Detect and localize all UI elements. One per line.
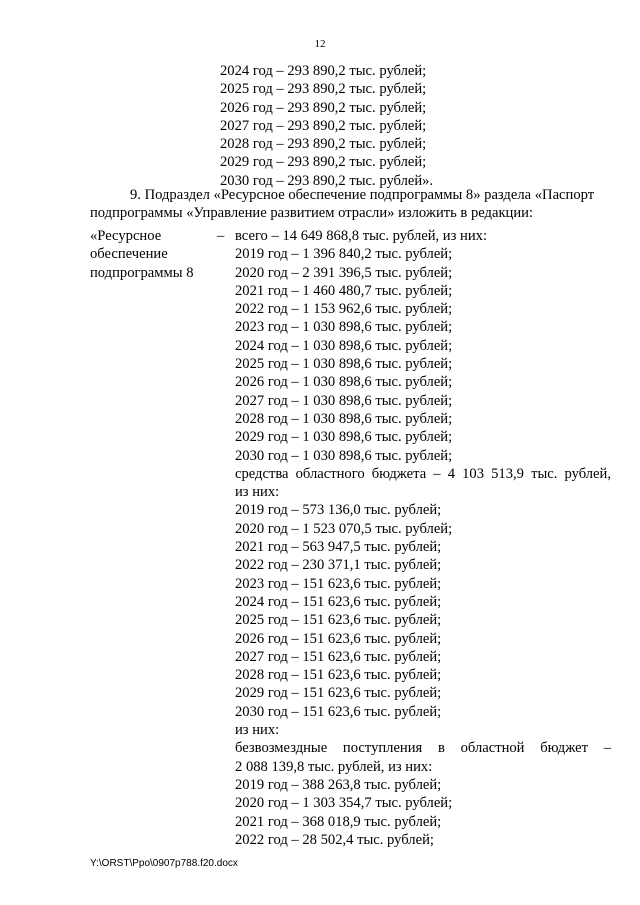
year-line: 2025 год – 293 890,2 тыс. рублей;: [220, 81, 427, 98]
label-dash: –: [217, 228, 225, 244]
label-line: «Ресурсное: [90, 228, 162, 244]
total-year-line: 2021 год – 1 460 480,7 тыс. рублей;: [235, 282, 453, 299]
resource-values: [235, 227, 611, 849]
year-line: 2029 год – 293 890,2 тыс. рублей;: [220, 154, 427, 171]
year-line: 2026 год – 293 890,2 тыс. рублей;: [220, 99, 427, 116]
amendment-paragraph: [90, 186, 610, 223]
file-path-footer: Y:\ORST\Ppo\0907p788.f20.docx: [90, 858, 238, 869]
free-receipts-year-line: 2021 год – 368 018,9 тыс. рублей;: [235, 813, 442, 830]
regional-year-line: 2023 год – 151 623,6 тыс. рублей;: [235, 575, 442, 592]
total-year-line: 2028 год – 1 030 898,6 тыс. рублей;: [235, 410, 453, 427]
total-header: всего – 14 649 868,8 тыс. рублей, из них:: [235, 228, 488, 244]
regional-year-line: 2021 год – 563 947,5 тыс. рублей;: [235, 539, 442, 556]
total-year-line: 2027 год – 1 030 898,6 тыс. рублей;: [235, 392, 453, 409]
free-receipts-year-line: 2022 год – 28 502,4 тыс. рублей;: [235, 831, 434, 848]
regional-year-line: 2025 год – 151 623,6 тыс. рублей;: [235, 612, 442, 629]
regional-year-line: 2029 год – 151 623,6 тыс. рублей;: [235, 685, 442, 702]
total-year-line: 2029 год – 1 030 898,6 тыс. рублей;: [235, 429, 453, 446]
regional-header-cont: из них:: [235, 484, 280, 501]
regional-year-line: 2024 год – 151 623,6 тыс. рублей;: [235, 593, 442, 610]
free-receipts-year-line: 2020 год – 1 303 354,7 тыс. рублей;: [235, 795, 453, 812]
total-year-line: 2030 год – 1 030 898,6 тыс. рублей;: [235, 447, 453, 464]
year-line: 2027 год – 293 890,2 тыс. рублей;: [220, 117, 427, 134]
regional-year-line: 2022 год – 230 371,1 тыс. рублей;: [235, 557, 442, 574]
year-line: 2030 год – 293 890,2 тыс. рублей».: [220, 172, 434, 189]
free-receipts-header: безвозмездные поступления в областной бюджет –: [235, 740, 611, 757]
label-line: подпрограммы 8: [90, 264, 194, 281]
total-year-line: 2023 год – 1 030 898,6 тыс. рублей;: [235, 319, 453, 336]
paragraph-line: подпрограммы «Управление развитием отрасли» изложить в редакции:: [90, 205, 534, 222]
total-year-line: 2026 год – 1 030 898,6 тыс. рублей;: [235, 374, 453, 391]
regional-year-line: 2020 год – 1 523 070,5 тыс. рублей;: [235, 520, 453, 537]
free-receipts-year-line: 2019 год – 388 263,8 тыс. рублей;: [235, 776, 442, 793]
resource-label: [90, 227, 194, 282]
total-year-line: 2025 год – 1 030 898,6 тыс. рублей;: [235, 356, 453, 373]
top-year-list: [220, 62, 433, 190]
regional-year-line: 2026 год – 151 623,6 тыс. рублей;: [235, 630, 442, 647]
regional-header: средства областного бюджета – 4 103 513,9 тыс. рублей,: [235, 465, 611, 482]
regional-year-line: 2028 год – 151 623,6 тыс. рублей;: [235, 667, 442, 684]
of-which-label: из них:: [235, 722, 280, 739]
paragraph-line: 9. Подраздел «Ресурсное обеспечение подпрограммы 8» раздела «Паспорт: [130, 187, 595, 203]
total-year-line: 2024 год – 1 030 898,6 тыс. рублей;: [235, 337, 453, 354]
regional-year-line: 2019 год – 573 136,0 тыс. рублей;: [235, 502, 442, 519]
total-year-line: 2020 год – 2 391 396,5 тыс. рублей;: [235, 264, 453, 281]
label-line: обеспечение: [90, 246, 168, 263]
year-line: 2028 год – 293 890,2 тыс. рублей;: [220, 136, 427, 153]
free-receipts-header-cont: 2 088 139,8 тыс. рублей, из них:: [235, 758, 433, 775]
page-number: 12: [314, 38, 326, 50]
total-year-line: 2022 год – 1 153 962,6 тыс. рублей;: [235, 301, 453, 318]
regional-year-line: 2030 год – 151 623,6 тыс. рублей;: [235, 703, 442, 720]
regional-year-line: 2027 год – 151 623,6 тыс. рублей;: [235, 648, 442, 665]
year-line: 2024 год – 293 890,2 тыс. рублей;: [220, 63, 427, 79]
total-year-line: 2019 год – 1 396 840,2 тыс. рублей;: [235, 246, 453, 263]
